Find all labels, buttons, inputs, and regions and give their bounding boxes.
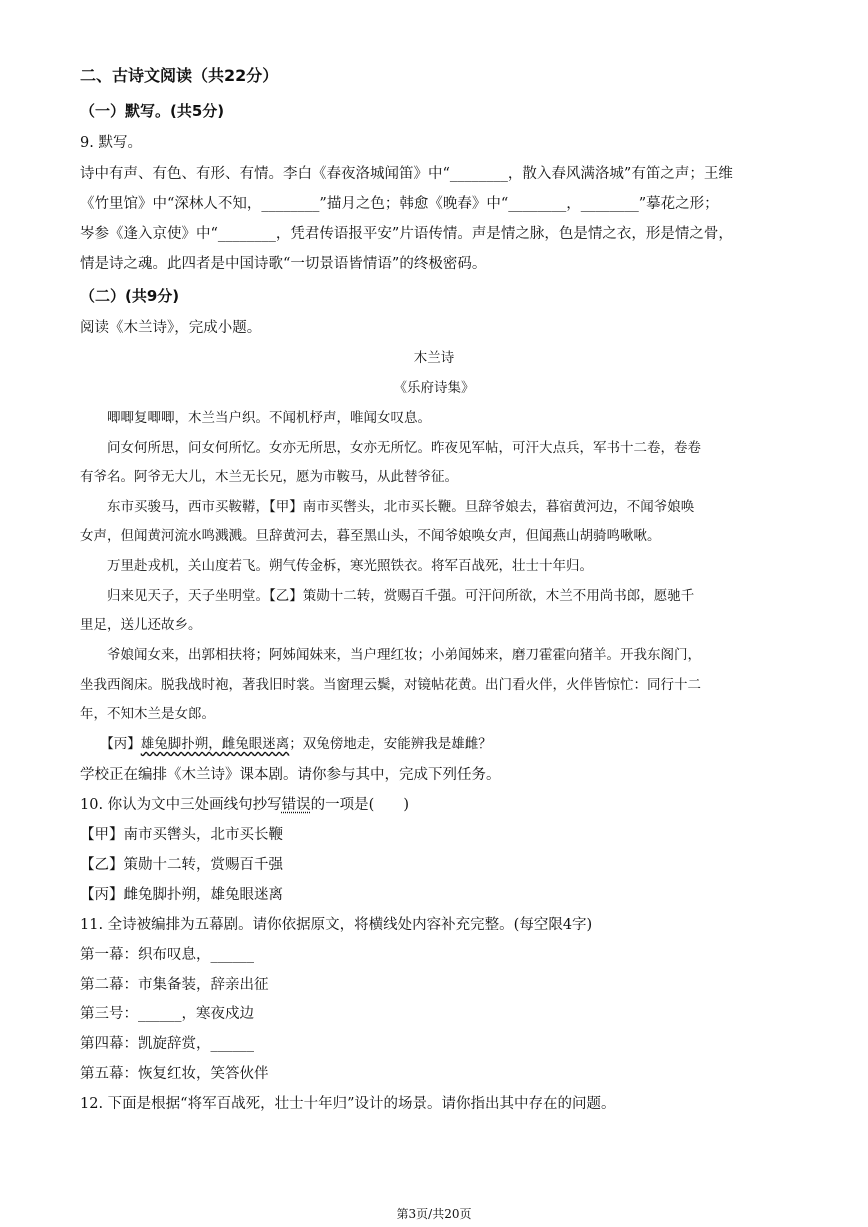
poem-line-2: 问女何所思，问女何所忆。女亦无所思，女亦无所忆。昨夜见军帖，可汗大点兵，军书十二卷，卷卷 [80,440,701,456]
poem-title: 木兰诗 [413,350,455,366]
bing-tag: 【丙】 [80,736,141,752]
q11-act-3: 第三号：______，寒夜戍边 [80,1006,254,1022]
part2-title: （二）(共9分) [80,287,180,305]
poem-line-11: 年，不知木兰是女郎。 [80,706,215,722]
q11-act-5: 第五幕：恢复红妆，笑答伙伴 [80,1066,269,1082]
q9-label: 9. 默写。 [80,135,142,151]
q10-pre: 10. 你认为文中三处画线句抄写 [80,797,282,813]
q10-stem [80,795,409,815]
poem-line-5: 女声，但闻黄河流水鸣溅溅。旦辞黄河去，暮至黑山头，不闻爷娘唤女声，但闻燕山胡骑鸣啾啾。 [80,528,661,544]
bing-rest-text: ；双兔傍地走，安能辨我是雄雌？ [289,736,492,752]
q11-act-2: 第二幕：市集备装，辞亲出征 [80,977,269,993]
poem-line-4: 东市买骏马，西市买鞍鞯，【甲】南市买辔头，北市买长鞭。旦辞爷娘去，暮宿黄河边，不闻爷娘唤 [80,499,695,515]
q11-act-1: 第一幕：织布叹息，______ [80,947,254,963]
q10-option-c: 【丙】雌兔脚扑朔，雄兔眼迷离 [80,887,283,903]
q9-line-3: 岑参《逢入京使》中“________，凭君传语报平安”片语传情。声是情之脉，色是情之衣，形是情之骨， [80,226,733,242]
reading-intro: 阅读《木兰诗》，完成小题。 [80,320,262,336]
poem-source: 《乐府诗集》 [393,380,475,396]
q11-label: 11. 全诗被编排为五幕剧。请你依据原文，将横线处内容补充完整。(每空限4字) [80,917,593,933]
part1-title: （一）默写。(共5分) [80,102,225,120]
poem-line-7: 归来见天子，天子坐明堂。【乙】策勋十二转，赏赐百千强。可汗问所欲，木兰不用尚书郎，愿驰千 [80,588,695,604]
q9-line-4: 情是诗之魂。此四者是中国诗歌“一切景语皆情语”的终极密码。 [80,256,487,272]
poem-line-8: 里足，送儿还故乡。 [80,617,202,633]
poem-line-9: 爷娘闻女来，出郭相扶将；阿姊闻妹来，当户理红妆；小弟闻姊来，磨刀霍霍向猪羊。开我东阁门， [80,647,701,663]
q12-stem: 12. 下面是根据“将军百战死，壮士十年归”设计的场景。请你指出其中存在的问题。 [80,1096,616,1112]
poem-line-bing [80,734,492,754]
q10-post: 的一项是( ) [310,797,409,813]
q10-option-b: 【乙】策勋十二转，赏赐百千强 [80,857,283,873]
q9-line-1: 诗中有声、有色、有形、有情。李白《春夜洛城闻笛》中“________，散入春风满洛城”有笛之声；王维 [80,166,733,182]
poem-line-3: 有爷名。阿爷无大儿，木兰无长兄，愿为市鞍马，从此替爷征。 [80,469,458,485]
q10-emphasis: 错误 [281,797,311,813]
poem-line-6: 万里赴戎机，关山度若飞。朔气传金柝，寒光照铁衣。将军百战死，壮士十年归。 [80,558,593,574]
page-footer: 第3页/共20页 [396,1207,472,1221]
section-title: 二、古诗文阅读（共22分） [80,66,279,85]
poem-line-10: 坐我西阁床。脱我战时袍，著我旧时裳。当窗理云鬓，对镜帖花黄。出门看火伴，火伴皆惊忙：同行十二 [80,677,701,693]
q11-act-4: 第四幕：凯旋辞赏，______ [80,1036,254,1052]
task-intro: 学校正在编排《木兰诗》课本剧。请你参与其中，完成下列任务。 [80,767,501,783]
q10-option-a: 【甲】南市买辔头，北市买长鞭 [80,827,283,843]
bing-underlined-text: 雄兔脚扑朔，雌兔眼迷离 [140,736,290,752]
poem-line-1: 唧唧复唧唧，木兰当户织。不闻机杼声，唯闻女叹息。 [80,410,431,426]
q9-line-2: 《竹里馆》中“深林人不知，________”描月之色；韩愈《晚春》中“________，________”摹花之形； [80,196,719,212]
